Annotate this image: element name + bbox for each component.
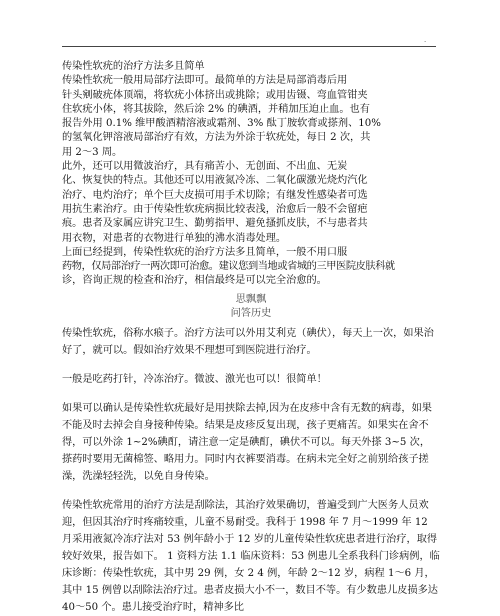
text-line: 治疗、电灼治疗；单个巨大皮损可用手术切除；有继发性感染者可选 [62,189,368,201]
text-line: 针头剜破疣体顶端，将软疣小体挤出或挑除；或用齿镊、弯血管钳夹 [62,89,368,101]
qa-history-heading: 问答历史 [230,307,272,319]
text-line: 痕。患者及家属应讲究卫生、勤剪指甲、避免搔抓皮肤，不与患者共 [62,218,368,230]
text-line: 药物，仅局部治疗一两次即可治愈。建议您到当地或省城的三甲医院皮肤科就 [62,261,395,273]
text-line: 报告外用 0.1% 维甲酸酒精溶液或霜剂、3% 酞丁胺软膏或搽剂、10% [62,118,381,130]
text-line: 化、恢复快的特点。其他还可以用液氮冷冻、二氧化碳激光烧灼汽化 [62,175,368,187]
answer-paragraph: 一般是吃药打针，冷冻治疗。微波、激光也可以！很简单！ [62,373,327,385]
header-rule [62,46,436,47]
author-name: 思飘飘 [235,293,267,305]
answer-paragraph: 传染性软疣常用的治疗方法是刮除法，其治疗效果确切，普遍受到广大医务人员欢迎，但因其治疗时疼痛较重，儿童不易耐受。我科于 1998 年 7 月～1999 年 12 月采用液氮冷冻疗法对 53 例年龄小于 12 岁的儿童传染性软疣患者进行治疗，取得较好效果，报告如下。 1 资料方法 1.1 临床资料：53 例患儿全系我科门诊病例，临床诊断：传染性软疣，其中男 29 例，女 2 4 例，年龄 2～12 岁，病程 1～6 月，其中 15 例曾以刮除法治疗过。患者皮损大小不一，数目不等。有少数患儿皮损多达 40～50 个。患儿接受治疗时，精神多比 [62,499,440,613]
text-line: 诊，咨询正规的检查和治疗，相信最终是可以完全治愈的。 [62,275,327,287]
text-line: 此外，还可以用微波治疗，具有痛苦小、无创面、不出血、无炭 [62,161,348,173]
answer-paragraph: 传染性软疣，俗称水瘊子。治疗方法可以外用艾利克（碘伏），每天上一次，如果治好了，就可以。假如治疗效果不理想可到医院进行治疗。 [62,327,434,356]
document-body [62,60,440,616]
section-title: 传染性软疣的治疗方法多且简单 [62,61,205,72]
text-line: 用 2～3 周。 [62,146,123,158]
text-line: 住软疣小体，将其拔除，然后涂 2% 的碘酒，并稍加压迫止血。也有 [62,103,370,115]
text-line: 用衣物，对患者的衣物进行单独的沸水消毒处理。 [62,232,287,244]
header-mark: . [424,36,427,44]
treatment-section [62,60,440,289]
answer-paragraph: 如果可以确认是传染性软疣最好是用挟除去掉,因为在皮疹中含有无数的病毒，如果不能及时去掉会自身接种传染。结果是皮疹反复出现，孩子更痛苦。如果实在舍不得，可以外涂 1~2%碘酊，请注意一定是碘酊，碘伏不可以。每天外搽 3~5 次，搽药时要用无菌棉签、略用力。同时内衣裤要消毒。在病未完全好之前别给孩子搓澡，洗澡轻轻洗，以免自身传染。 [62,402,432,482]
text-line: 的氢氧化钾溶液局部治疗有效，方法为外涂于软疣处，每日 2 次，共 [62,132,371,144]
text-line: 用抗生素治疗。由于传染性软疣病损比较表浅，治愈后一般不会留疤 [62,203,368,215]
text-line: 传染性软疣一般用局部疗法即可。最简单的方法是局部消毒后用 [62,75,348,87]
text-line: 上面已经提到，传染性软疣的治疗方法多且简单，一般不用口服 [62,246,348,258]
